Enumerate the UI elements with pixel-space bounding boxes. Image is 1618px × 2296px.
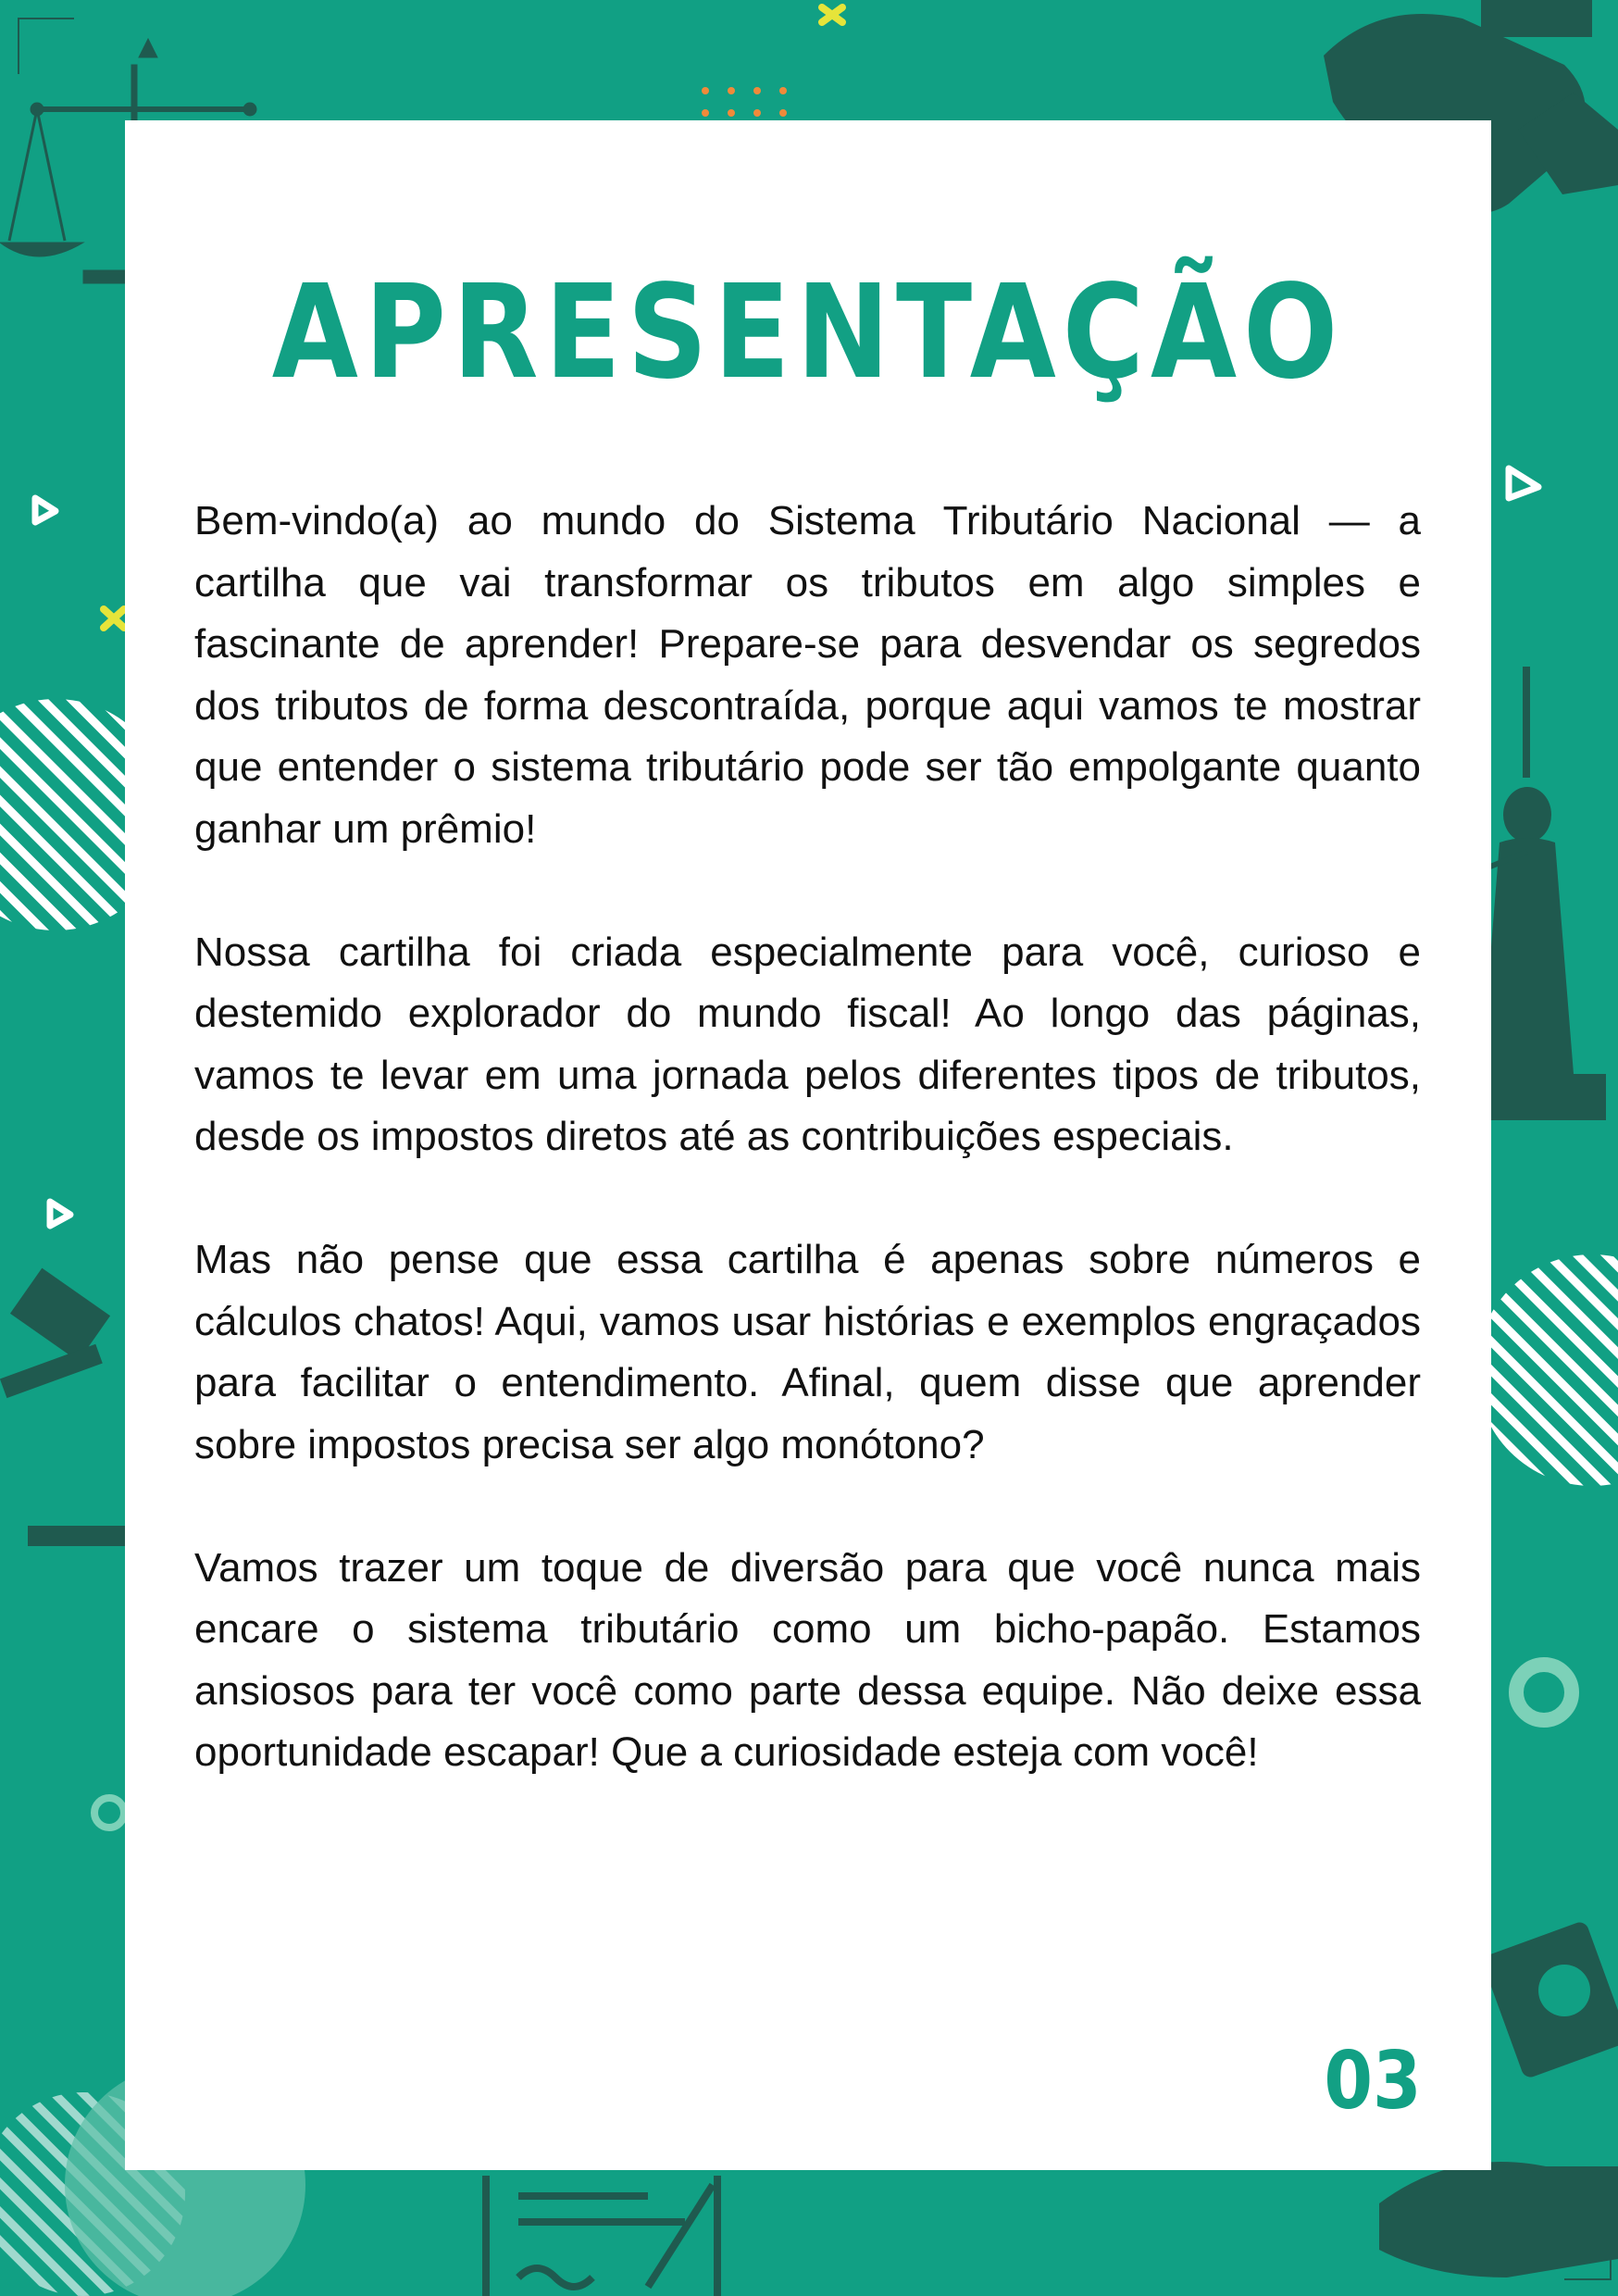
paragraph: Vamos trazer um toque de diversão para que você nunca mais encare o sistema tributário como um bicho-papão. Estamos ansiosos para ter você como parte dessa equipe. Não deixe essa oportunidade escapar! Que a curiosidade esteja com você!	[194, 1544, 1421, 1775]
page-title: APRESENTAÇÃO	[271, 257, 1345, 408]
paragraph: Bem-vindo(a) ao mundo do Sistema Tributário Nacional — a cartilha que vai transformar os tributos em algo simples e fascinante de aprender! Prepare-se para desvendar os segredos dos tributos de forma descontraída, porque aqui vamos te mostrar que entender o sistema tributário pode ser tão empolgante quanto ganhar um prêmio!	[194, 498, 1421, 852]
paragraph: Mas não pense que essa cartilha é apenas sobre números e cálculos chatos! Aqui, vamos usar histórias e exemplos engraçados para facilitar o entendimento. Afinal, quem disse que aprender sobre impostos precisa ser algo monótono?	[194, 1237, 1421, 1467]
dots-decoration	[702, 87, 787, 117]
justice-statue-icon	[1481, 667, 1606, 1120]
paragraph: Nossa cartilha foi criada especialmente para você, curioso e destemido explorador do mundo fiscal! Ao longo das páginas, vamos te levar em uma jornada pelos diferentes tipos de tributos, desde os impostos diretos até as contribuições especiais.	[194, 929, 1421, 1159]
ring-icon	[94, 1798, 124, 1828]
striped-circle-right	[1476, 1254, 1618, 1486]
body-text	[194, 491, 1421, 1845]
corner-frame	[19, 19, 74, 74]
gavel-icon	[0, 1268, 125, 1546]
ring-icon	[1516, 1665, 1572, 1720]
document-pen-icon	[486, 2176, 717, 2296]
page-number: 03	[1324, 2035, 1422, 2128]
content-card	[125, 120, 1491, 2170]
